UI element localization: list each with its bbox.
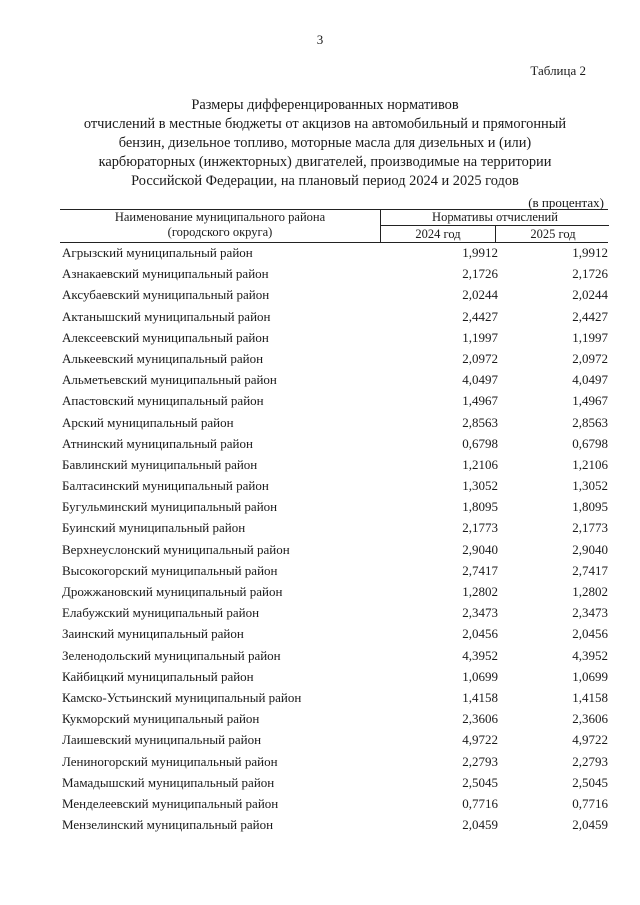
norm-2025-value: 2,3473: [572, 605, 608, 621]
title-line: бензин, дизельное топливо, моторные масла для дизельных и (или): [118, 135, 532, 151]
table-row: [60, 413, 608, 434]
table-row: [60, 667, 608, 688]
title-line: Российской Федерации, на плановый период 2024 и 2025 годов: [131, 173, 519, 189]
district-name: Дрожжановский муниципальный район: [62, 584, 283, 599]
norm-2024-value: 2,0456: [462, 626, 498, 642]
norm-2024-value: 2,1726: [462, 266, 498, 282]
table-header: [60, 209, 608, 243]
norm-2025-value: 4,0497: [572, 372, 608, 388]
header-norms-title: Нормативы отчислений: [381, 210, 609, 226]
norm-2024-value: 1,2802: [462, 584, 498, 599]
norm-2024-value: 0,7716: [462, 795, 498, 811]
norm-2025-value: 2,7417: [572, 562, 608, 578]
norm-2024-value: 1,4158: [462, 689, 498, 705]
norm-2025-value: 2,0459: [572, 817, 608, 833]
table-row: [60, 370, 608, 391]
norm-2025-value: 1,2802: [572, 584, 608, 599]
district-name: Кукморский муниципальный район: [62, 711, 260, 727]
district-name: Алькеевский муниципальный район: [62, 350, 264, 366]
norm-2024-value: 2,3606: [462, 711, 498, 727]
norm-2024-value: 1,0699: [462, 668, 498, 684]
district-name: Кайбицкий муниципальный район: [62, 668, 254, 684]
district-name: Мамадышский муниципальный район: [62, 774, 275, 790]
norm-2024-value: 4,9722: [462, 732, 498, 748]
norm-2024-value: 2,0972: [462, 350, 498, 366]
norm-2025-value: 1,4158: [572, 689, 608, 705]
district-name: Буинский муниципальный район: [62, 520, 246, 536]
norm-2025-value: 4,9722: [572, 732, 608, 748]
header-name-line2: (городского округа): [167, 225, 273, 239]
table-row: [60, 540, 608, 561]
norm-2024-value: 2,7417: [462, 562, 498, 578]
district-name: Лениногорский муниципальный район: [62, 753, 278, 769]
document-title: [40, 96, 610, 191]
norm-2025-value: 1,1997: [572, 329, 608, 345]
norm-2024-value: 1,8095: [462, 499, 498, 515]
district-name: Елабужский муниципальный район: [62, 605, 260, 621]
district-name: Зеленодольский муниципальный район: [62, 647, 281, 663]
table-body: [60, 243, 608, 836]
norm-2024-value: 1,2106: [462, 456, 498, 472]
district-name: Балтасинский муниципальный район: [62, 478, 269, 494]
norm-2024-value: 2,2793: [462, 753, 498, 769]
table-row: [60, 688, 608, 709]
norm-2024-value: 0,6798: [462, 435, 498, 451]
norm-2025-value: 2,0972: [572, 350, 608, 366]
norm-2025-value: 4,3952: [572, 647, 608, 663]
norm-2025-value: 0,7716: [572, 795, 608, 811]
norm-2024-value: 2,0459: [462, 817, 498, 833]
table-row: [60, 561, 608, 582]
norm-2025-value: 2,9040: [572, 541, 608, 557]
norm-2024-value: 4,3952: [462, 647, 498, 663]
district-name: Заинский муниципальный район: [62, 626, 244, 642]
norm-2024-value: 2,4427: [462, 308, 498, 324]
norm-2025-value: 1,8095: [572, 499, 608, 515]
district-name: Алексеевский муниципальный район: [62, 329, 269, 345]
norm-2024-value: 1,1997: [462, 329, 498, 345]
header-years: [381, 226, 609, 242]
norm-2024-value: 2,9040: [462, 541, 498, 557]
norm-2025-value: 1,4967: [572, 393, 608, 409]
norm-2024-value: 2,0244: [462, 287, 498, 303]
norm-2025-value: 2,8563: [572, 414, 608, 430]
table-row: [60, 476, 608, 497]
district-name: Мензелинский муниципальный район: [62, 817, 274, 833]
table-row: [60, 773, 608, 794]
header-year-2025: 2025 год: [495, 226, 610, 242]
norm-2025-value: 2,2793: [572, 753, 608, 769]
district-name: Актанышский муниципальный район: [62, 308, 271, 324]
table-row: [60, 794, 608, 815]
header-norms-group: [380, 210, 609, 242]
district-name: Альметьевский муниципальный район: [62, 372, 277, 388]
district-name: Бавлинский муниципальный район: [62, 456, 258, 472]
district-name: Камско-Устьинский муниципальный район: [62, 689, 302, 705]
table-row: [60, 518, 608, 539]
table-row: [60, 264, 608, 285]
table-row: [60, 624, 608, 645]
table-row: [60, 646, 608, 667]
title-line: Размеры дифференцированных нормативов: [191, 97, 459, 113]
header-year-2024: 2024 год: [415, 227, 461, 241]
norm-2025-value: 2,1726: [572, 266, 608, 282]
district-name: Бугульминский муниципальный район: [62, 499, 278, 515]
norm-2025-value: 2,1773: [572, 520, 608, 536]
table-row: [60, 603, 608, 624]
district-name: Апастовский муниципальный район: [62, 393, 264, 409]
table-row: [60, 391, 608, 412]
table-label: Таблица 2: [530, 63, 586, 78]
title-line: отчислений в местные бюджеты от акцизов на автомобильный и прямогонный: [83, 116, 567, 132]
table-row: [60, 497, 608, 518]
norm-2024-value: 2,5045: [462, 774, 498, 790]
norm-2025-value: 1,9912: [572, 245, 608, 260]
norm-2024-value: 1,3052: [462, 478, 498, 494]
district-name: Атнинский муниципальный район: [62, 435, 253, 451]
norm-2025-value: 2,3606: [572, 711, 608, 727]
norm-2025-value: 2,0456: [572, 626, 608, 642]
norms-table: [60, 209, 608, 836]
district-name: Агрызский муниципальный район: [62, 245, 253, 260]
norm-2024-value: 2,3473: [462, 605, 498, 621]
norm-2025-value: 2,0244: [572, 287, 608, 303]
table-row: [60, 328, 608, 349]
norm-2025-value: 2,5045: [572, 774, 608, 790]
table-row: [60, 815, 608, 836]
table-row: [60, 285, 608, 306]
norm-2025-value: 1,2106: [572, 456, 608, 472]
table-row: [60, 455, 608, 476]
norm-2025-value: 1,3052: [572, 478, 608, 494]
district-name: Аксубаевский муниципальный район: [62, 287, 270, 303]
table-row: [60, 582, 608, 603]
table-row: [60, 434, 608, 455]
table-row: [60, 307, 608, 328]
district-name: Лаишевский муниципальный район: [62, 732, 262, 748]
norm-2024-value: 1,4967: [462, 393, 498, 409]
header-name-column: [60, 210, 380, 242]
table-row: [60, 349, 608, 370]
norm-2024-value: 2,8563: [462, 414, 498, 430]
norm-2024-value: 1,9912: [462, 245, 498, 260]
table-row: [60, 709, 608, 730]
units-note: (в процентах): [528, 195, 604, 210]
district-name: Высокогорский муниципальный район: [62, 562, 278, 578]
header-name-line1: Наименование муниципального района: [114, 210, 326, 224]
district-name: Верхнеуслонский муниципальный район: [62, 541, 290, 557]
district-name: Арский муниципальный район: [62, 414, 234, 430]
title-line: карбюраторных (инжекторных) двигателей, производимые на территории: [98, 154, 552, 170]
norm-2025-value: 0,6798: [572, 435, 608, 451]
norm-2025-value: 1,0699: [572, 668, 608, 684]
norm-2024-value: 4,0497: [462, 372, 498, 388]
table-row: [60, 752, 608, 773]
district-name: Менделеевский муниципальный район: [62, 795, 279, 811]
table-row: [60, 243, 608, 264]
norm-2025-value: 2,4427: [572, 308, 608, 324]
district-name: Азнакаевский муниципальный район: [62, 266, 269, 282]
table-row: [60, 730, 608, 751]
norm-2024-value: 2,1773: [462, 520, 498, 536]
page-number: 3: [316, 32, 324, 47]
